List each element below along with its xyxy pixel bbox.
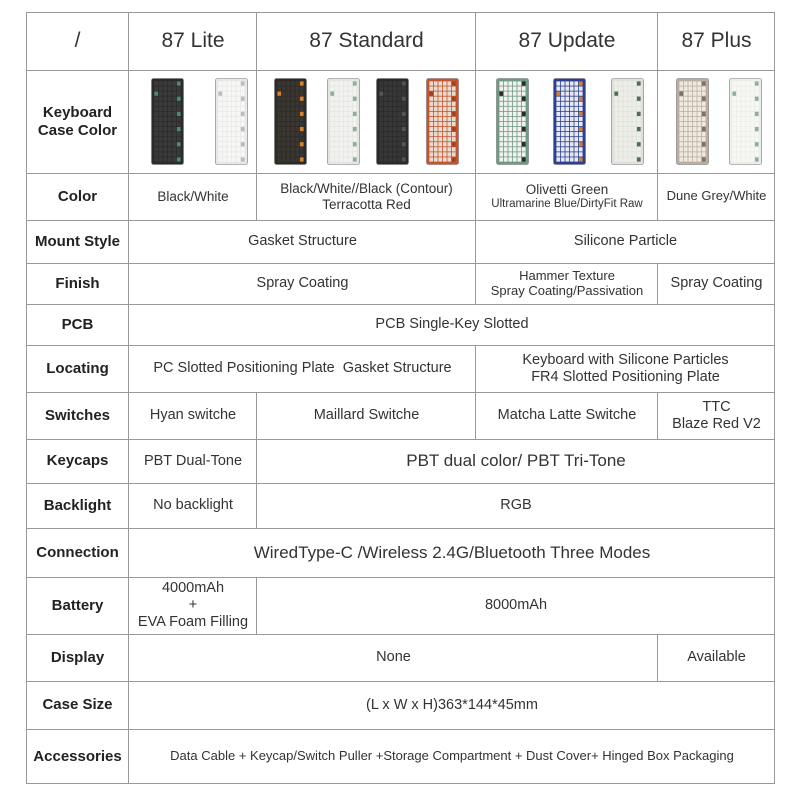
display-none: None: [376, 649, 411, 666]
locating-right-line1: Keyboard with Silicone Particles: [522, 351, 729, 368]
switches-plus-line2: Blaze Red V2: [672, 415, 761, 432]
finish-plus: Spray Coating: [670, 275, 763, 292]
header-87-plus: 87 Plus: [681, 28, 752, 52]
switches-plus: [658, 392, 775, 439]
pcb-value: PCB Single-Key Slotted: [375, 316, 529, 333]
keyboard-image-plus-white: [729, 78, 762, 165]
battery-rest: 8000mAh: [484, 597, 548, 614]
connection-value: WiredType-C /Wireless 2.4G/Bluetooth Three Modes: [253, 542, 651, 562]
label-display: Display: [50, 648, 105, 666]
label-finish: Finish: [55, 274, 100, 292]
keycaps-rest: PBT dual color/ PBT Tri-Tone: [406, 451, 626, 471]
color-update-line1: Olivetti Green: [525, 182, 609, 198]
spec-table: [26, 12, 775, 784]
label-keycaps: Keycaps: [46, 452, 109, 470]
battery-lite-line3: EVA Foam Filling: [137, 613, 249, 630]
label-connection: Connection: [36, 543, 119, 561]
keyboard-image-standard-black: [376, 78, 409, 165]
corner-mark: /: [74, 28, 81, 52]
switches-lite: Hyan switche: [149, 407, 237, 424]
finish-update: [476, 263, 658, 304]
keyboard-image-update-ultramarine: [553, 78, 586, 165]
keyboard-image-standard-orange-black: [274, 78, 307, 165]
label-case-size: Case Size: [42, 696, 113, 714]
label-backlight: Backlight: [43, 496, 112, 514]
label-battery: Battery: [51, 596, 104, 614]
display-available: Available: [687, 649, 746, 666]
switches-plus-line1: TTC: [702, 398, 731, 415]
color-standard-line1: Black/White//Black (Contour): [280, 180, 453, 196]
case-size-value: (L x W x H)363*144*45mm: [366, 696, 538, 713]
keyboard-image-update-dirtyfit: [611, 78, 644, 165]
accessories-value: Data Cable + Keycap/Switch Puller +Storage Compartment + Dust Cover+ Hinged Box Packaging: [170, 748, 734, 764]
battery-lite-line1: 4000mAh: [161, 580, 225, 597]
header-87-update: 87 Update: [518, 28, 616, 52]
label-locating: Locating: [46, 359, 109, 377]
locating-left: PC Slotted Positioning Plate Gasket Structure: [153, 360, 452, 377]
header-87-standard: 87 Standard: [309, 28, 424, 52]
keyboard-image-update-olivetti: [496, 78, 529, 165]
finish-update-line2: Spray Coating/Passivation: [490, 282, 644, 298]
locating-right-line2: FR4 Slotted Positioning Plate: [531, 368, 720, 385]
color-lite: Black/White: [157, 188, 229, 204]
color-update: [476, 173, 658, 220]
label-switches: Switches: [44, 406, 111, 424]
keyboard-image-standard-white-green: [327, 78, 360, 165]
label-accessories: Accessories: [33, 747, 122, 765]
color-update-line2: Ultramarine Blue/DirtyFit Raw: [491, 197, 643, 210]
mount-silicone: Silicone Particle: [573, 233, 678, 250]
label-color: Color: [57, 187, 98, 205]
backlight-lite: No backlight: [153, 497, 233, 514]
keyboard-image-lite-black: [151, 78, 184, 165]
finish-spray-left: Spray Coating: [256, 275, 349, 292]
color-standard-line2: Terracotta Red: [322, 196, 411, 212]
battery-lite-line2: +: [188, 597, 198, 614]
keyboard-image-lite-white: [215, 78, 248, 165]
finish-update-line1: Hammer Texture: [519, 267, 615, 283]
color-plus: Dune Grey/White: [666, 188, 767, 204]
switches-standard: Maillard Switche: [313, 407, 420, 424]
color-standard: [257, 173, 476, 220]
label-case-color: Keyboard Case Color: [37, 104, 118, 139]
label-mount-style: Mount Style: [35, 232, 120, 250]
keyboard-image-plus-dune: [676, 78, 709, 165]
corner-cell: [26, 12, 129, 70]
keyboard-image-standard-terracotta: [426, 78, 459, 165]
battery-lite: [129, 577, 257, 634]
keycaps-lite: PBT Dual-Tone: [143, 452, 243, 469]
header-87-lite: 87 Lite: [161, 28, 225, 52]
locating-right: [476, 345, 775, 392]
switches-update: Matcha Latte Switche: [497, 407, 637, 424]
label-pcb: PCB: [61, 315, 94, 333]
mount-gasket: Gasket Structure: [248, 233, 357, 250]
backlight-rgb: RGB: [500, 497, 532, 514]
